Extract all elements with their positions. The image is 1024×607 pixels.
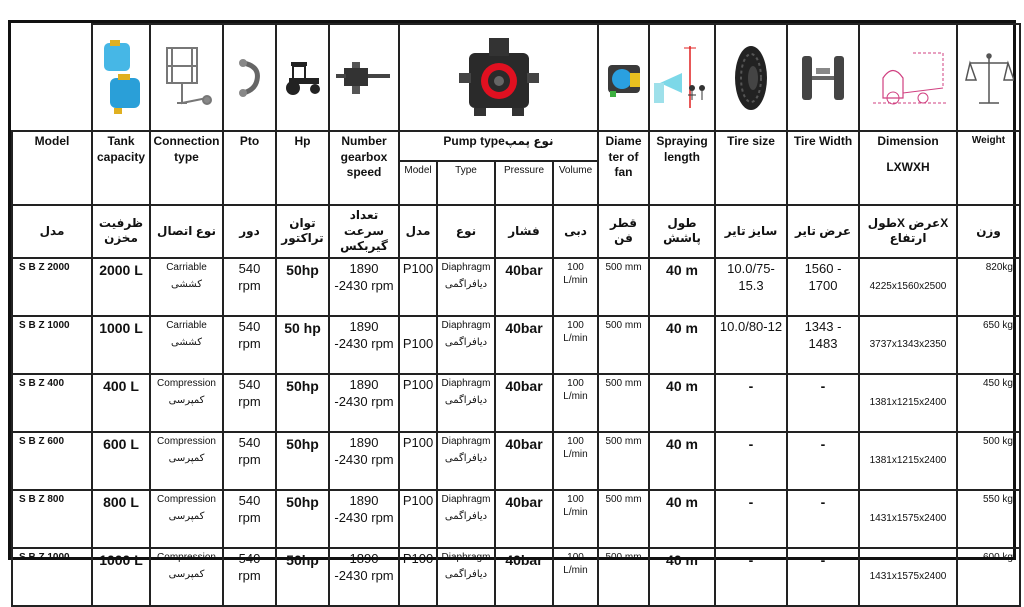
fa-spraying: طول پاشش (649, 205, 715, 258)
cell-weight: 600 kg (957, 548, 1020, 606)
fa-diameter: قطر فن (598, 205, 649, 258)
table-row (12, 490, 1020, 548)
fa-model: مدل (12, 205, 92, 258)
cell-pump-model: P100 (399, 490, 437, 548)
cell-hp: 50 hp (276, 316, 329, 374)
spray-length-icon (649, 24, 715, 131)
cell-pump-model: P100 (399, 316, 437, 374)
table-row (12, 374, 1020, 432)
cell-diameter: 500 mm (598, 316, 649, 374)
cell-pressure: 40bar (495, 258, 553, 316)
table-row (12, 316, 1020, 374)
cell-model: S B Z 600 (12, 432, 92, 490)
cell-dimension: 1431x1575x2400 (859, 548, 957, 606)
scale-icon (957, 24, 1020, 131)
cell-tank: 400 L (92, 374, 150, 432)
cell-tank: 600 L (92, 432, 150, 490)
cell-pump-type: Diaphragm دیافراگمی (437, 316, 495, 374)
fa-hp: توان تراکتور (276, 205, 329, 258)
cell-volume: 100 L/min (553, 374, 598, 432)
cell-tire-width: - (787, 548, 859, 606)
sub-volume: Volume (553, 161, 598, 205)
cell-weight: 550 kg (957, 490, 1020, 548)
cell-pressure: 40bar (495, 548, 553, 606)
cell-tire-width: - (787, 374, 859, 432)
cell-tank: 2000 L (92, 258, 150, 316)
cell-gearbox: 1890 -2430 rpm (329, 316, 399, 374)
icon-row (12, 24, 1020, 131)
cell-pump-type: Diaphragm دیافراگمی (437, 490, 495, 548)
cell-connection: Compression کمپرسی (150, 374, 223, 432)
cell-pump-model: P100 (399, 432, 437, 490)
cell-dimension: 1381x1215x2400 (859, 374, 957, 432)
table-row (12, 432, 1020, 490)
cell-weight: 500 kg (957, 432, 1020, 490)
cell-pressure: 40bar (495, 374, 553, 432)
gearbox-icon (329, 24, 399, 131)
cell-connection: Carriable کششی (150, 258, 223, 316)
cell-volume: 100 L/min (553, 548, 598, 606)
cell-model: S B Z 1000 (12, 316, 92, 374)
cell-dimension: 1431x1575x2400 (859, 490, 957, 548)
col-pto: Pto (223, 131, 276, 205)
cell-pump-type: Diaphragm دیافراگمی (437, 258, 495, 316)
col-weight: Weight (957, 131, 1020, 205)
col-diameter: Diame ter of fan (598, 131, 649, 205)
sub-pressure: Pressure (495, 161, 553, 205)
cell-spraying: 40 m (649, 258, 715, 316)
fa-gearbox: تعداد سرعت گیربکس (329, 205, 399, 258)
cell-diameter: 500 mm (598, 432, 649, 490)
cell-dimension: 4225x1560x2500 (859, 258, 957, 316)
cell-volume: 100 L/min (553, 258, 598, 316)
cell-tire-width: - (787, 490, 859, 548)
fa-tire-width: عرض تایر (787, 205, 859, 258)
cell-pump-type: Diaphragm دیافراگمی (437, 548, 495, 606)
tire-icon (715, 24, 787, 131)
cell-weight: 820kg (957, 258, 1020, 316)
cell-tire-size: - (715, 432, 787, 490)
cell-model: S B Z 2000 (12, 258, 92, 316)
fa-pump-type: نوع (437, 205, 495, 258)
fa-pressure: فشار (495, 205, 553, 258)
cell-pto: 540 rpm (223, 374, 276, 432)
cell-tire-width: - (787, 432, 859, 490)
col-tank: Tank capacity (92, 131, 150, 205)
col-tire-size: Tire size (715, 131, 787, 205)
tank-icon (92, 24, 150, 131)
cell-pto: 540 rpm (223, 432, 276, 490)
cell-gearbox: 1890 -2430 rpm (329, 374, 399, 432)
connection-frame-icon (150, 24, 223, 131)
cell-hp: 50hp (276, 548, 329, 606)
cell-connection: Compression کمپرسی (150, 548, 223, 606)
sub-model: Model (399, 161, 437, 205)
header-row (12, 131, 1020, 161)
cell-dimension: 3737x1343x2350 (859, 316, 957, 374)
cell-model: S B Z 800 (12, 490, 92, 548)
fa-tire-size: سایز تایر (715, 205, 787, 258)
cell-pressure: 40bar (495, 432, 553, 490)
cell-spraying: 40 m (649, 490, 715, 548)
cell-volume: 100 L/min (553, 432, 598, 490)
spec-table-frame (8, 20, 1016, 583)
col-gearbox: Number gearbox speed (329, 131, 399, 205)
cell-model: S B Z 400 (12, 374, 92, 432)
cell-tire-size: - (715, 490, 787, 548)
cell-tire-width: 1343 - 1483 (787, 316, 859, 374)
cell-pump-type: Diaphragm دیافراگمی (437, 374, 495, 432)
cell-connection: Compression کمپرسی (150, 490, 223, 548)
cell-spraying: 40 m (649, 548, 715, 606)
cell-pto: 540 rpm (223, 548, 276, 606)
cell-tire-width: 1560 - 1700 (787, 258, 859, 316)
cell-pump-type: Diaphragm دیافراگمی (437, 432, 495, 490)
cell-volume: 100 L/min (553, 490, 598, 548)
fan-icon (598, 24, 649, 131)
cell-gearbox: 1890 -2430 rpm (329, 490, 399, 548)
axle-icon (787, 24, 859, 131)
cell-gearbox: 1890 -2430 rpm (329, 548, 399, 606)
pto-shaft-icon (223, 24, 276, 131)
fa-dimension: Xعرض Xطول ارتفاع (859, 205, 957, 258)
cell-tank: 800 L (92, 490, 150, 548)
col-hp: Hp (276, 131, 329, 205)
cell-tire-size: - (715, 374, 787, 432)
cell-pto: 540 rpm (223, 490, 276, 548)
col-tire-width: Tire Width (787, 131, 859, 205)
tractor-icon (276, 24, 329, 131)
cell-pump-model: P100 (399, 374, 437, 432)
cell-tire-size: 10.0/80-12 (715, 316, 787, 374)
cell-tank: 1000 L (92, 548, 150, 606)
cell-hp: 50hp (276, 432, 329, 490)
fa-pto: دور (223, 205, 276, 258)
pump-icon (399, 24, 598, 131)
col-model: Model (12, 131, 92, 205)
cell-spraying: 40 m (649, 432, 715, 490)
col-connection: Connection type (150, 131, 223, 205)
cell-diameter: 500 mm (598, 374, 649, 432)
col-pump: Pump typeنوع پمپ (399, 131, 598, 161)
col-spraying: Spraying length (649, 131, 715, 205)
cell-connection: Carriable کششی (150, 316, 223, 374)
cell-diameter: 500 mm (598, 548, 649, 606)
persian-header-row (12, 205, 1020, 258)
cell-spraying: 40 m (649, 374, 715, 432)
cell-pressure: 40bar (495, 490, 553, 548)
cell-model: S B Z 1000 (12, 548, 92, 606)
cell-hp: 50hp (276, 490, 329, 548)
cell-tire-size: 10.0/75-15.3 (715, 258, 787, 316)
cell-pto: 540 rpm (223, 258, 276, 316)
sub-type: Type (437, 161, 495, 205)
cell-hp: 50hp (276, 258, 329, 316)
cell-pump-model: P100 (399, 258, 437, 316)
table-row (12, 548, 1020, 606)
cell-gearbox: 1890 -2430 rpm (329, 432, 399, 490)
cell-pto: 540 rpm (223, 316, 276, 374)
table-row (12, 258, 1020, 316)
fa-pump-model: مدل (399, 205, 437, 258)
fa-tank: ظرفیت مخزن (92, 205, 150, 258)
cell-pump-model: P100 (399, 548, 437, 606)
cell-weight: 650 kg (957, 316, 1020, 374)
cell-diameter: 500 mm (598, 490, 649, 548)
cell-connection: Compression کمپرسی (150, 432, 223, 490)
cell-hp: 50hp (276, 374, 329, 432)
cell-volume: 100 L/min (553, 316, 598, 374)
cell-weight: 450 kg (957, 374, 1020, 432)
fa-volume: دبی (553, 205, 598, 258)
dimension-icon (859, 24, 957, 131)
cell-tire-size: - (715, 548, 787, 606)
spec-table (11, 23, 1021, 607)
cell-tank: 1000 L (92, 316, 150, 374)
cell-spraying: 40 m (649, 316, 715, 374)
fa-weight: وزن (957, 205, 1020, 258)
col-dimension: Dimension LXWXH (859, 131, 957, 205)
fa-connection: نوع اتصال (150, 205, 223, 258)
cell-dimension: 1381x1215x2400 (859, 432, 957, 490)
cell-gearbox: 1890 -2430 rpm (329, 258, 399, 316)
cell-diameter: 500 mm (598, 258, 649, 316)
cell-pressure: 40bar (495, 316, 553, 374)
